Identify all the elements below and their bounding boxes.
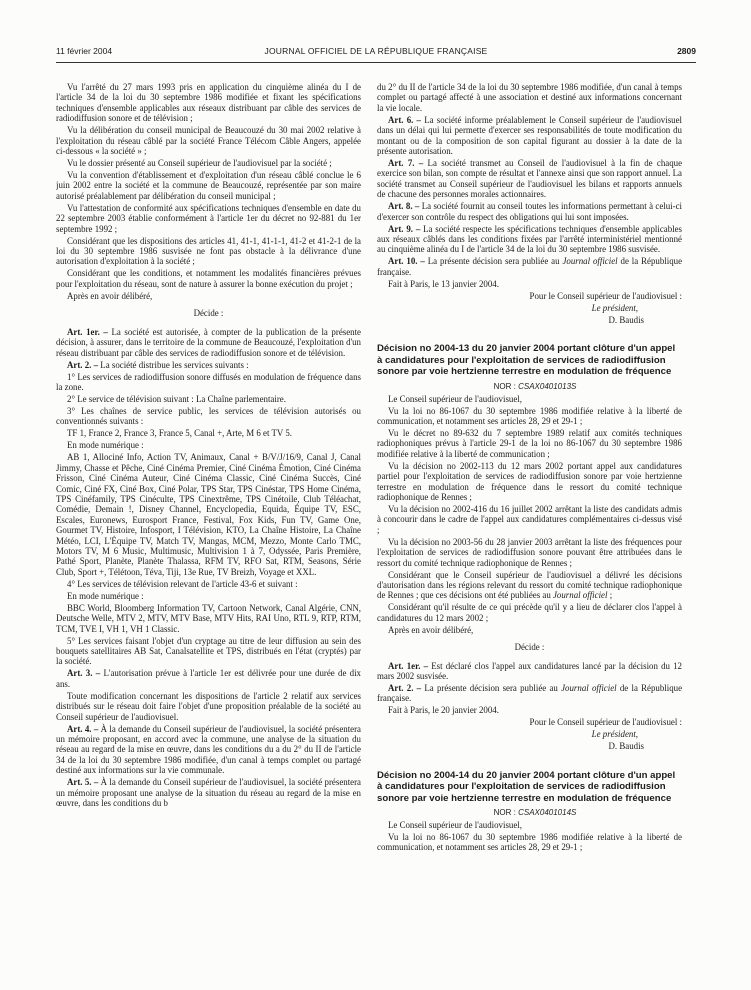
nor-label: NOR : xyxy=(493,808,516,818)
decision-title: Décision no 2004-14 du 20 janvier 2004 portant clôture d'un appel à candidatures pour l'exploitation de services de radiodiffusion sonore par voie hertzienne terrestre en modulation de fréquence xyxy=(377,769,676,804)
article-paragraph xyxy=(377,683,682,704)
left-column xyxy=(56,82,361,987)
article-text: La société est autorisée, à compter de la publication de la présente décision, à assurer, dans le territoire de la commune de Beaucouzé, l'exploitation d'un réseau distribuant par câble des services de radiodiffusion sonore et de télévision. xyxy=(56,326,361,358)
considerant-paragraph: Considérant que les conditions, et notamment les modalités financières prévues pour l'exploitation du réseau, sont de nature à assurer la bonne exécution du projet ; xyxy=(56,268,361,289)
article-label: Art. 2. – xyxy=(67,359,99,370)
nor-code: CSAX0401013S xyxy=(518,381,577,391)
signature-for: Pour le Conseil supérieur de l'audiovisuel : xyxy=(529,717,682,728)
page-header xyxy=(56,46,696,60)
mode-label: En mode numérique : xyxy=(67,590,144,601)
article-text: La société transmet au Conseil de l'audiovisuel à la fin de chaque exercice son bilan, son compte de résultat et l'annexe ainsi que son rapport annuel. La société transmet au Conseil supérieur de l'audiovisuel les bilans et rapports annuels de chacune des personnes morales actionnaires. xyxy=(377,158,682,200)
header-date: 11 février 2004 xyxy=(56,46,113,56)
article-paragraph xyxy=(56,668,361,689)
article-paragraph xyxy=(56,360,361,370)
article-paragraph xyxy=(56,327,361,358)
journal-officiel-ref: Journal officiel xyxy=(562,256,618,267)
nor-label: NOR : xyxy=(493,381,516,391)
channel-list: AB 1, Allociné Info, Action TV, Animaux, Canal + B/V/J/16/9, Canal J, Canal Jimmy, Chasse et Pêche, Ciné Cinéma Premier, Ciné Cinéma Émotion, Ciné Cinéma Frisson, Ciné Cinéma Auteur, Ciné Cinéma Classic, Ciné Cinéma Succès, Ciné Comic, Ciné FX, Ciné Box, Ciné Polar, TPS Star, TPS Cinéstar, TPS Home Cinéma, TPS Cinéfamily, TPS Cinéculte, TPS Cinextrême, TPS Cinétoile, Club Téléachat, Comédie, Demain !, Disney Channel, Encyclopedia, Equida, Équipe TV, ESC, Escales, Euronews, Eurosport France, Festival, Fox Kids, Fun TV, Game One, Gourmet TV, Histoire, Infosport, I Télévision, KTO, La Chaîne Histoire, La Chaîne Météo, LCI, L'Équipe TV, Match TV, Mangas, MCM, Mezzo, Monte Carlo TMC, Motors TV, M 6 Music, Multimusic, Multivision 1 à 7, Odyssée, Paris Première, Pathé Sport, Planète, Planète Thalassa, RFM TV, RFO Sat, RTM, Seasons, Série Club, Sport +, Télétoon, Téva, Tiji, 13e Rue, TV Breizh, Voyage et XXL. xyxy=(56,452,361,577)
service-item: 3° Les chaînes de service public, les services de télévision autorisés ou conventionnés suivants : xyxy=(56,405,361,427)
visa-paragraph: Vu la délibération du conseil municipal de Beaucouzé du 30 mai 2002 relative à l'exploitation du réseau câblé par la société France Télécom Câble Angers, appelée ci-dessous « la société » ; xyxy=(56,125,361,157)
service-item: 5° Les services faisant l'objet d'un cryptage au titre de leur diffusion au sein des bouquets satellitaires AB Sat, Canalsatellite et TPS, distribués en l'état (cryptés) par la société. xyxy=(56,635,361,667)
service-item: 2° Le service de télévision suivant : La Chaîne parlementaire. xyxy=(67,393,286,404)
article-text: La société fournit au conseil toutes les informations permettant à celui-ci d'exercer son contrôle du respect des obligations qui lui sont imposées. xyxy=(377,201,682,222)
article-text: À la demande du Conseil supérieur de l'audiovisuel, la société présentera un mémoire proposant, en accord avec la commune, une analyse de la situation du réseau au regard de la mise en œuvre, dans les conditions du a du 2° du II de l'article 34 de la loi du 30 septembre 1986 modifiée, d'un canal à temps complet ou partagé destiné aux informations sur la vie communale. xyxy=(56,723,361,776)
decide-heading: Décide : xyxy=(193,308,224,319)
article-label: Art. 1er. – xyxy=(67,326,108,337)
article-label: Art. 8. – xyxy=(388,201,420,212)
mode-label: En mode numérique : xyxy=(67,440,144,451)
signature-title: Le président, xyxy=(591,302,638,313)
visa-paragraph: Vu le décret no 89-632 du 7 septembre 1989 relatif aux comités techniques radiophoniques prévus à l'article 29-1 de la loi no 86-1067 du 30 septembre 1986 modifiée relative à la liberté de communication ; xyxy=(377,427,682,459)
header-title: JOURNAL OFFICIEL DE LA RÉPUBLIQUE FRANÇAISE xyxy=(264,46,488,56)
continued-paragraph: du 2° du II de l'article 34 de la loi du 30 septembre 1986 modifiée, d'un canal à temps complet ou partagé affecté à une association et destiné aux informations concernant la vie locale. xyxy=(377,82,682,113)
article-label: Art. 9. – xyxy=(388,223,421,234)
article-text: La présente décision sera publiée au xyxy=(427,256,560,267)
apres-deliberation: Après en avoir délibéré, xyxy=(388,624,474,635)
considerant-paragraph xyxy=(377,570,682,601)
header-page-number: 2809 xyxy=(677,46,696,56)
council-intro: Le Conseil supérieur de l'audiovisuel, xyxy=(388,820,522,831)
visa-paragraph: Vu la décision no 2002-113 du 12 mars 2002 portant appel aux candidatures partiel pour l'exploitation de services de radiodiffusion sonore par voie hertzienne terrestre en modulation de fréquence dans le ressort du comité technique radiophonique de Rennes ; xyxy=(377,460,682,502)
considerant-text: Considérant que le Conseil supérieur de l'audiovisuel a délivré les décisions d'autorisation dans les régions relevant du ressort du comité technique radiophonique de Rennes ; que ces décisions ont été publiées au xyxy=(377,569,682,601)
fait-a-paris: Fait à Paris, le 20 janvier 2004. xyxy=(388,705,499,716)
article-text: L'autorisation prévue à l'article 1er est délivrée pour une durée de dix ans. xyxy=(56,668,361,689)
article-text: À la demande du Conseil supérieur de l'audiovisuel, la société présentera un mémoire proposant une analyse de la situation du réseau au regard de la mise en œuvre, dans les conditions du b xyxy=(56,777,361,809)
article-text: de la République française. xyxy=(377,683,682,704)
service-item: 4° Les services de télévision relevant de l'article 43-6 et suivant : xyxy=(67,578,298,589)
visa-paragraph: Vu la décision no 2003-56 du 28 janvier 2003 arrêtant la liste des fréquences pour l'exploitation de services de radiodiffusion sonore pouvant être attribuées dans le ressort du comité technique radiophonique de Rennes ; xyxy=(377,536,682,568)
visa-paragraph: Vu la loi no 86-1067 du 30 septembre 1986 modifiée relative à la liberté de communication, et notamment ses articles 28, 29 et 29-1 ; xyxy=(377,832,682,853)
article-label: Art. 5. – xyxy=(67,777,99,788)
signature-name: D. Baudis xyxy=(608,741,644,752)
council-intro: Le Conseil supérieur de l'audiovisuel, xyxy=(388,393,522,404)
considerant-paragraph: Considérant qu'il résulte de ce qui précède qu'il y a lieu de déclarer clos l'appel à candidatures du 12 mars 2002 ; xyxy=(377,602,682,623)
nor-reference xyxy=(377,808,682,818)
visa-paragraph: Vu la décision no 2002-416 du 16 juillet 2002 arrêtant la liste des candidats admis à concourir dans le cadre de l'appel aux candidatures complémentaires ci-dessus visé ; xyxy=(377,503,682,535)
decide-heading: Décide : xyxy=(514,642,545,653)
article-label: Art. 10. – xyxy=(388,256,425,267)
visa-paragraph: Vu la convention d'établissement et d'exploitation d'un réseau câblé conclue le 6 juin 2002 entre la société et la commune de Beaucouzé, représentée par son maire autorisé préalablement par délibération du conseil municipal ; xyxy=(56,170,361,201)
article-label: Art. 2. – xyxy=(388,683,422,693)
article-paragraph xyxy=(377,201,682,222)
signature-title: Le président, xyxy=(591,729,638,740)
visa-paragraph: Vu la loi no 86-1067 du 30 septembre 1986 modifiée relative à la liberté de communication, et notamment ses articles 28, 29 et 29-1 ; xyxy=(377,405,682,426)
article-label: Art. 4. – xyxy=(67,723,99,734)
channel-list: BBC World, Bloomberg Information TV, Cartoon Network, Canal Algérie, CNN, Deutsche Welle, MTV 2, MTV, MTV Base, MTV Hits, RAI Uno, RTL 9, RTP, RTM, TCM, TVE I, VH 1, VH 1 Classic. xyxy=(56,602,361,634)
decision-title: Décision no 2004-13 du 20 janvier 2004 portant clôture d'un appel à candidatures pour l'exploitation de services de radiodiffusion sonore par voie hertzienne terrestre en modulation de fréquence xyxy=(377,343,676,378)
considerant-paragraph: Considérant que les dispositions des articles 41, 41-1, 41-1-1, 41-2 et 41-2-1 de la loi du 30 septembre 1986 susvisée ne font pas obstacle à la délivrance d'une autorisation d'exploitation à la société ; xyxy=(56,235,361,267)
article-label: Art. 1er. – xyxy=(388,660,429,671)
article-text: La société informe préalablement le Conseil supérieur de l'audiovisuel dans un délai qui lui permette d'exercer ses responsabilités de toute modification du montant ou de la composition de son capital figurant au dossier à la date de la présente autorisation. xyxy=(377,114,682,157)
article-paragraph xyxy=(56,777,361,808)
channel-list: TF 1, France 2, France 3, France 5, Canal +, Arte, M 6 et TV 5. xyxy=(67,428,293,439)
visa-paragraph: Vu le dossier présenté au Conseil supérieur de l'audiovisuel par la société ; xyxy=(67,158,332,169)
considerant-text: ; xyxy=(609,590,613,601)
visa-paragraph: Vu l'attestation de conformité aux spécifications techniques d'ensemble en date du 22 septembre 2003 établie conformément à l'article 1er du décret no 92-881 du 1er septembre 1992 ; xyxy=(56,202,361,234)
article-text: Est déclaré clos l'appel aux candidatures lancé par la décision du 12 mars 2002 susvisée. xyxy=(377,660,682,681)
service-item: 1° Les services de radiodiffusion sonore diffusés en modulation de fréquence dans la zone. xyxy=(56,371,361,392)
article-text: de la République française. xyxy=(377,256,682,277)
article-text: La présente décision sera publiée au xyxy=(424,683,558,693)
article-text: La société respecte les spécifications techniques d'ensemble applicables aux réseaux câblés dans les conditions fixées par l'arrêté interministériel mentionné au cinquième alinéa du I de l'article 34 de la loi du 30 septembre 1986 susvisée. xyxy=(377,223,682,255)
article-paragraph xyxy=(377,158,682,200)
nor-reference xyxy=(377,382,682,392)
journal-officiel-ref: Journal officiel xyxy=(552,590,608,601)
article-label: Art. 6. – xyxy=(388,114,421,125)
article-paragraph xyxy=(56,724,361,776)
nor-code: CSAX0401014S xyxy=(518,808,577,818)
article-paragraph xyxy=(377,661,682,682)
visa-paragraph: Vu l'arrêté du 27 mars 1993 pris en application du cinquième alinéa du I de l'article 34 de la loi du 30 septembre 1986 modifiée et fixant les spécifications techniques d'ensemble applicables aux réseaux distribuant par câble des services de radiodiffusion sonore et de télévision ; xyxy=(56,82,361,124)
article-paragraph xyxy=(377,256,682,277)
signature-for: Pour le Conseil supérieur de l'audiovisuel : xyxy=(529,290,682,301)
article-text: La société distribue les services suivants : xyxy=(100,359,249,370)
header-rule xyxy=(56,62,696,63)
article-label: Art. 7. – xyxy=(388,158,424,169)
article-label: Art. 3. – xyxy=(67,668,101,679)
fait-a-paris: Fait à Paris, le 13 janvier 2004. xyxy=(388,278,499,289)
article-paragraph xyxy=(377,224,682,255)
article-paragraph xyxy=(377,115,682,157)
apres-deliberation: Après en avoir délibéré, xyxy=(67,290,153,301)
signature-name: D. Baudis xyxy=(608,314,644,325)
article-paragraph: Toute modification concernant les dispositions de l'article 2 relatif aux services distribués sur le réseau doit faire l'objet d'une proposition préalable de la société au Conseil supérieur de l'audiovisuel. xyxy=(56,690,361,722)
journal-officiel-ref: Journal officiel xyxy=(561,683,617,693)
right-column xyxy=(377,82,682,987)
